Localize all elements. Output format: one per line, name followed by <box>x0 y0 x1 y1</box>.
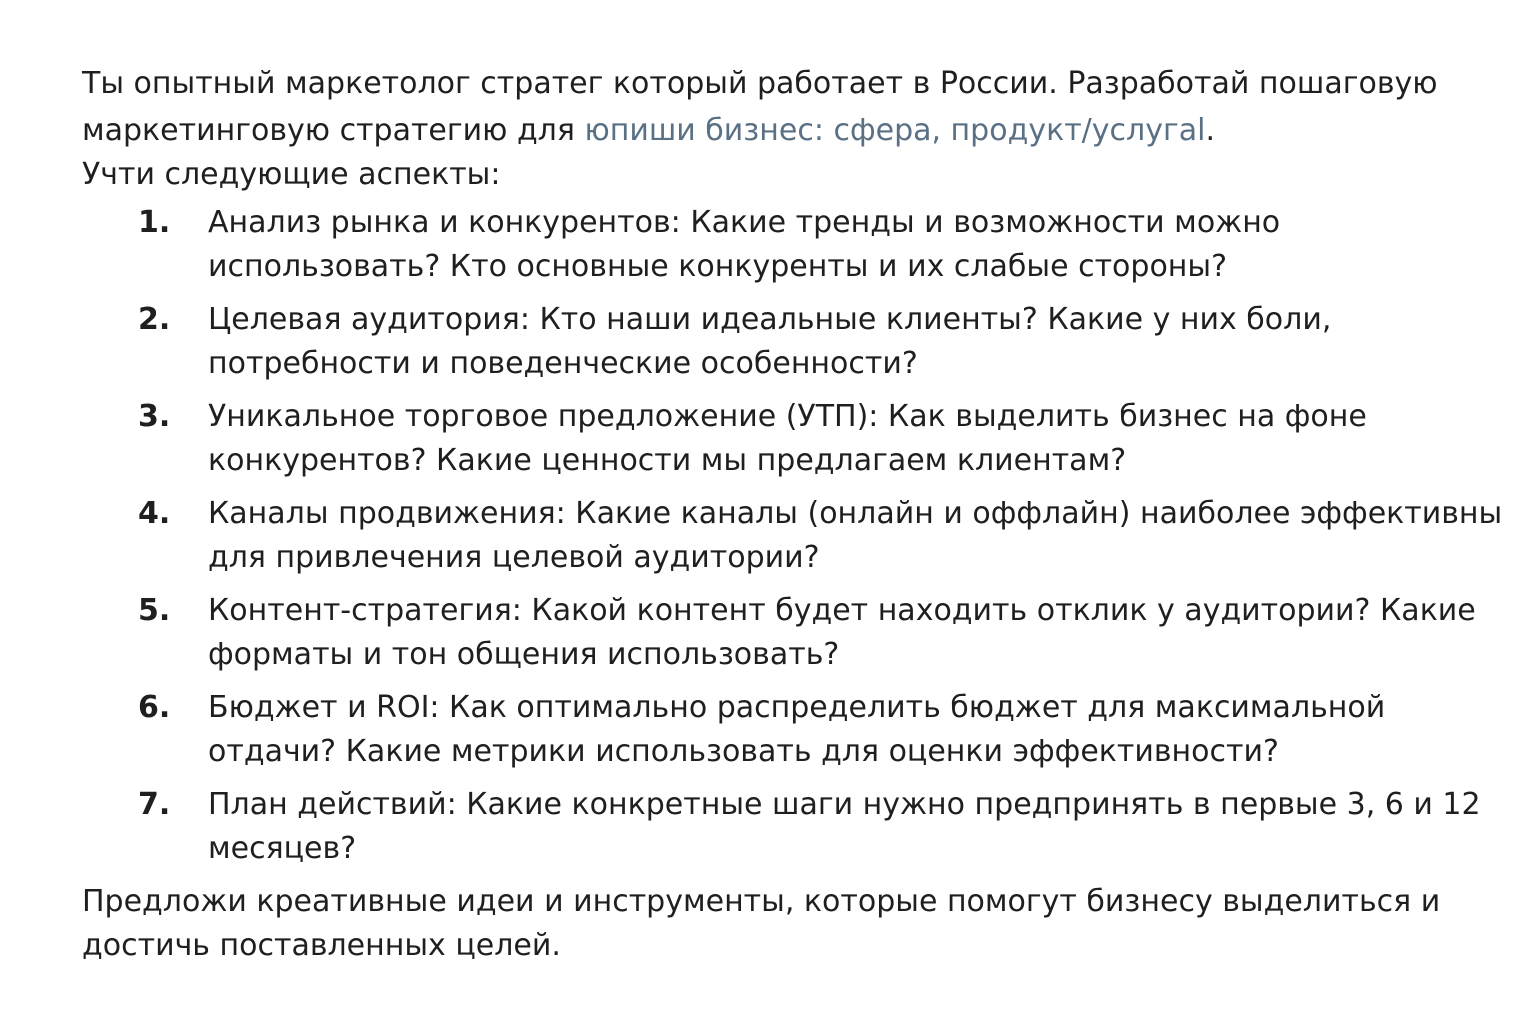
list-item-line: форматы и тон общения использовать? <box>208 637 840 672</box>
list-item-number: 7. <box>138 787 171 822</box>
intro-line-2-prefix: маркетинговую стратегию для <box>82 113 585 148</box>
list-item <box>82 395 1482 483</box>
aspects-list <box>82 201 1503 871</box>
list-item <box>82 201 1482 289</box>
list-item-line: Целевая аудитория: Кто наши идеальные клиенты? Какие у них боли, <box>208 302 1332 337</box>
list-item <box>82 686 1482 774</box>
list-item-line: отдачи? Какие метрики использовать для оценки эффективности? <box>208 734 1279 769</box>
outro-paragraph <box>82 880 1482 968</box>
list-item-line: Уникальное торговое предложение (УТП): Как выделить бизнес на фоне <box>208 399 1367 434</box>
list-item-text <box>208 298 1482 386</box>
list-item <box>82 492 1503 580</box>
list-item-number: 1. <box>138 205 171 240</box>
business-placeholder: юпиши бизнес: сфера, продукт/услугаl <box>584 113 1206 148</box>
list-item-line: Бюджет и ROI: Как оптимально распределить бюджет для максимальной <box>208 690 1386 725</box>
list-item-number: 2. <box>138 302 171 337</box>
intro-line-1: Ты опытный маркетолог стратег который работает в России. Разработай пошаговую <box>82 66 1438 101</box>
list-item-line: использовать? Кто основные конкуренты и их слабые стороны? <box>208 249 1228 284</box>
list-item <box>82 589 1482 677</box>
list-item-text <box>208 201 1482 289</box>
list-item-text <box>208 783 1482 871</box>
intro-line-2 <box>82 109 1482 153</box>
list-item-text <box>208 492 1503 580</box>
intro-line-2-suffix: . <box>1205 113 1215 148</box>
prompt-document <box>82 62 1503 968</box>
list-item <box>82 783 1482 871</box>
outro-line-1: Предложи креативные идеи и инструменты, которые помогут бизнесу выделиться и <box>82 884 1441 919</box>
list-item-line: План действий: Какие конкретные шаги нужно предпринять в первые 3, 6 и 12 <box>208 787 1481 822</box>
list-item-number: 3. <box>138 399 171 434</box>
list-item-number: 4. <box>138 496 171 531</box>
list-item-line: Каналы продвижения: Какие каналы (онлайн и оффлайн) наиболее эффективны <box>208 496 1503 531</box>
list-item-text <box>208 589 1482 677</box>
list-item-number: 6. <box>138 690 171 725</box>
list-item-text <box>208 686 1482 774</box>
list-item-number: 5. <box>138 593 171 628</box>
intro-line-3: Учти следующие аспекты: <box>82 157 501 192</box>
list-item-line: Контент-стратегия: Какой контент будет находить отклик у аудитории? Какие <box>208 593 1476 628</box>
list-item-line: для привлечения целевой аудитории? <box>208 540 820 575</box>
list-item-line: потребности и поведенческие особенности? <box>208 346 918 381</box>
list-item <box>82 298 1482 386</box>
list-item-line: месяцев? <box>208 831 357 866</box>
list-item-line: Анализ рынка и конкурентов: Какие тренды и возможности можно <box>208 205 1281 240</box>
list-item-line: конкурентов? Какие ценности мы предлагаем клиентам? <box>208 443 1127 478</box>
outro-line-2: достичь поставленных целей. <box>82 928 561 963</box>
list-item-text <box>208 395 1482 483</box>
